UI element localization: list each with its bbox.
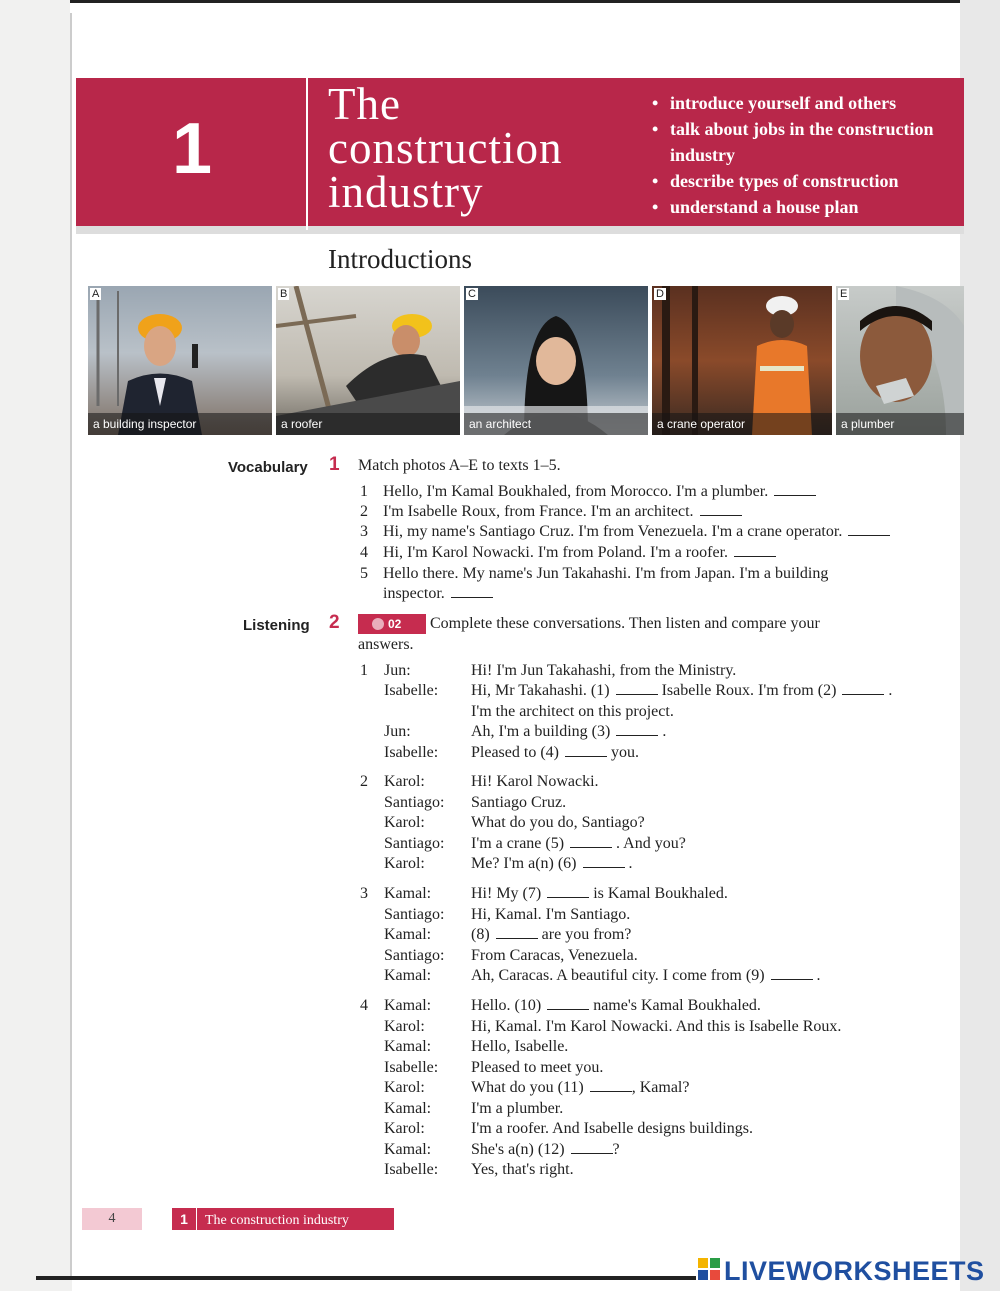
photo-letter: B xyxy=(280,288,288,300)
answer-blank[interactable] xyxy=(700,515,742,516)
objective-item: • understand a house plan xyxy=(650,194,970,220)
dialogue-line: Hi! My (7) is Kamal Boukhaled. xyxy=(471,885,728,902)
photo-letter: C xyxy=(468,288,476,300)
dialogue-line: Hello, Isabelle. xyxy=(471,1038,569,1055)
answer-blank[interactable] xyxy=(451,597,493,598)
dialogue-line: What do you (11) , Kamal? xyxy=(471,1079,690,1096)
dialogue-line: Pleased to meet you. xyxy=(471,1059,604,1076)
exercise-instruction: Complete these conversations. Then listen and compare your xyxy=(430,615,820,632)
speaker: Santiago: xyxy=(384,835,445,852)
photo-caption: a plumber xyxy=(836,413,964,435)
item-number: 5 xyxy=(360,565,368,582)
dialogue-line: (8) are you from? xyxy=(471,926,632,943)
conversation-number: 3 xyxy=(360,885,368,902)
photo-letter: A xyxy=(92,288,100,300)
speaker: Kamal: xyxy=(384,1100,432,1117)
item-number: 3 xyxy=(360,523,368,540)
unit-objectives xyxy=(650,90,970,220)
objective-item: • talk about jobs in the construction industry xyxy=(650,116,970,168)
photo-c xyxy=(464,286,648,435)
speaker: Kamal: xyxy=(384,926,432,943)
dialogue-line: Ah, Caracas. A beautiful city. I come from (9) . xyxy=(471,967,821,984)
dialogue-line: Hello. (10) name's Kamal Boukhaled. xyxy=(471,997,761,1014)
speaker: Karol: xyxy=(384,814,425,831)
answer-blank[interactable] xyxy=(616,694,658,695)
photo-caption: an architect xyxy=(464,413,648,435)
speaker: Karol: xyxy=(384,773,425,790)
photo-a xyxy=(88,286,272,435)
speaker: Karol: xyxy=(384,1018,425,1035)
bullet-icon: • xyxy=(652,119,659,139)
liveworksheets-logo-icon xyxy=(698,1258,720,1280)
vocab-item: Hi, I'm Karol Nowacki. I'm from Poland. I'm a roofer. xyxy=(383,544,776,562)
exercise-number: 2 xyxy=(329,612,340,633)
conversation-number: 2 xyxy=(360,773,368,790)
page-number: 4 xyxy=(82,1208,142,1230)
answer-blank[interactable] xyxy=(734,556,776,557)
section-label-vocabulary: Vocabulary xyxy=(228,459,308,476)
unit-title xyxy=(328,79,563,217)
unit-title-line: industry xyxy=(328,167,484,217)
speaker: Santiago: xyxy=(384,794,445,811)
dialogue-line: I'm a roofer. And Isabelle designs buildings. xyxy=(471,1120,753,1137)
dialogue-line: Hi, Mr Takahashi. (1) Isabelle Roux. I'm from (2) . xyxy=(471,682,893,699)
cd-icon xyxy=(372,618,384,630)
speaker: Karol: xyxy=(384,1079,425,1096)
answer-blank[interactable] xyxy=(848,535,890,536)
answer-blank[interactable] xyxy=(547,897,589,898)
speaker: Kamal: xyxy=(384,885,432,902)
bullet-icon: • xyxy=(652,197,659,217)
vocab-item: Hello there. My name's Jun Takahashi. I'm from Japan. I'm a building xyxy=(383,565,829,582)
photo-caption: a crane operator xyxy=(652,413,832,435)
item-number: 2 xyxy=(360,503,368,520)
dialogue-line: Hi, Kamal. I'm Karol Nowacki. And this is Isabelle Roux. xyxy=(471,1018,842,1035)
photo-letter: E xyxy=(840,288,848,300)
dialogue-line: Pleased to (4) you. xyxy=(471,744,639,761)
speaker: Santiago: xyxy=(384,947,445,964)
item-number: 4 xyxy=(360,544,368,561)
dialogue-line: I'm the architect on this project. xyxy=(471,703,674,720)
speaker: Isabelle: xyxy=(384,682,439,699)
exercise-instruction: Match photos A–E to texts 1–5. xyxy=(358,457,561,474)
speaker: Jun: xyxy=(384,723,411,740)
dialogue-line: Hi, Kamal. I'm Santiago. xyxy=(471,906,631,923)
unit-number: 1 xyxy=(172,109,213,189)
dialogue-line: Santiago Cruz. xyxy=(471,794,567,811)
audio-track-badge[interactable]: 02 xyxy=(358,614,426,634)
vocab-item: Hello, I'm Kamal Boukhaled, from Morocco. I'm a plumber. xyxy=(383,483,816,501)
speaker: Isabelle: xyxy=(384,744,439,761)
dialogue-line: From Caracas, Venezuela. xyxy=(471,947,638,964)
photo-strip xyxy=(88,286,964,435)
vocab-item: I'm Isabelle Roux, from France. I'm an architect. xyxy=(383,503,742,521)
dialogue-line: I'm a crane (5) . And you? xyxy=(471,835,686,852)
page-edge-top xyxy=(70,0,960,13)
speaker: Kamal: xyxy=(384,1038,432,1055)
speaker: Isabelle: xyxy=(384,1161,439,1178)
page-edge-left xyxy=(70,8,72,1276)
section-title: Introductions xyxy=(328,244,472,274)
dialogue-line: I'm a plumber. xyxy=(471,1100,564,1117)
bullet-icon: • xyxy=(652,171,659,191)
conversation-number: 1 xyxy=(360,662,368,679)
photo-letter: D xyxy=(656,288,664,300)
banner-divider xyxy=(306,78,308,230)
section-label-listening: Listening xyxy=(243,617,310,634)
dialogue-line: She's a(n) (12) ? xyxy=(471,1141,620,1158)
speaker: Kamal: xyxy=(384,967,432,984)
answer-blank[interactable] xyxy=(583,867,625,868)
speaker: Jun: xyxy=(384,662,411,679)
unit-title-line: The xyxy=(328,79,401,129)
answer-blank[interactable] xyxy=(616,735,658,736)
footer-unit-number: 1 xyxy=(172,1208,197,1230)
photo-e xyxy=(836,286,964,435)
dialogue-line: Hi! Karol Nowacki. xyxy=(471,773,599,790)
footer-unit-title: The construction industry xyxy=(205,1213,349,1228)
banner-stripe xyxy=(76,226,964,234)
dialogue-line: Ah, I'm a building (3) . xyxy=(471,723,667,740)
objective-item: • describe types of construction xyxy=(650,168,970,194)
answer-blank[interactable] xyxy=(771,979,813,980)
dialogue-line: What do you do, Santiago? xyxy=(471,814,645,831)
vocab-item: Hi, my name's Santiago Cruz. I'm from Venezuela. I'm a crane operator. xyxy=(383,523,890,541)
objective-item: • introduce yourself and others xyxy=(650,90,970,116)
photo-d xyxy=(652,286,832,435)
speaker: Kamal: xyxy=(384,997,432,1014)
answer-blank[interactable] xyxy=(565,756,607,757)
liveworksheets-watermark: LIVEWORKSHEETS xyxy=(724,1256,985,1286)
conversation-number: 4 xyxy=(360,997,368,1014)
bullet-icon: • xyxy=(652,93,659,113)
exercise-instruction-continued: answers. xyxy=(358,636,414,653)
dialogue-line: Hi! I'm Jun Takahashi, from the Ministry. xyxy=(471,662,737,679)
item-number: 1 xyxy=(360,483,368,500)
speaker: Karol: xyxy=(384,855,425,872)
answer-blank[interactable] xyxy=(496,938,538,939)
scan-margin-left xyxy=(0,0,72,1291)
dialogue-line: Me? I'm a(n) (6) . xyxy=(471,855,633,872)
speaker: Kamal: xyxy=(384,1141,432,1158)
speaker: Santiago: xyxy=(384,906,445,923)
answer-blank[interactable] xyxy=(842,694,884,695)
photo-caption: a roofer xyxy=(276,413,460,435)
footer-unit-bar xyxy=(172,1208,394,1230)
photo-caption: a building inspector xyxy=(88,413,272,435)
dialogue-line: Yes, that's right. xyxy=(471,1161,574,1178)
speaker: Isabelle: xyxy=(384,1059,439,1076)
speaker: Karol: xyxy=(384,1120,425,1137)
page-edge-bottom xyxy=(36,1276,696,1280)
unit-title-line: construction xyxy=(328,123,563,173)
exercise-number: 1 xyxy=(329,454,340,475)
answer-blank[interactable] xyxy=(547,1009,589,1010)
answer-blank[interactable] xyxy=(590,1091,632,1092)
vocab-item-continued: inspector. xyxy=(383,585,493,603)
answer-blank[interactable] xyxy=(571,1153,613,1154)
photo-b xyxy=(276,286,460,435)
answer-blank[interactable] xyxy=(774,495,816,496)
answer-blank[interactable] xyxy=(570,847,612,848)
